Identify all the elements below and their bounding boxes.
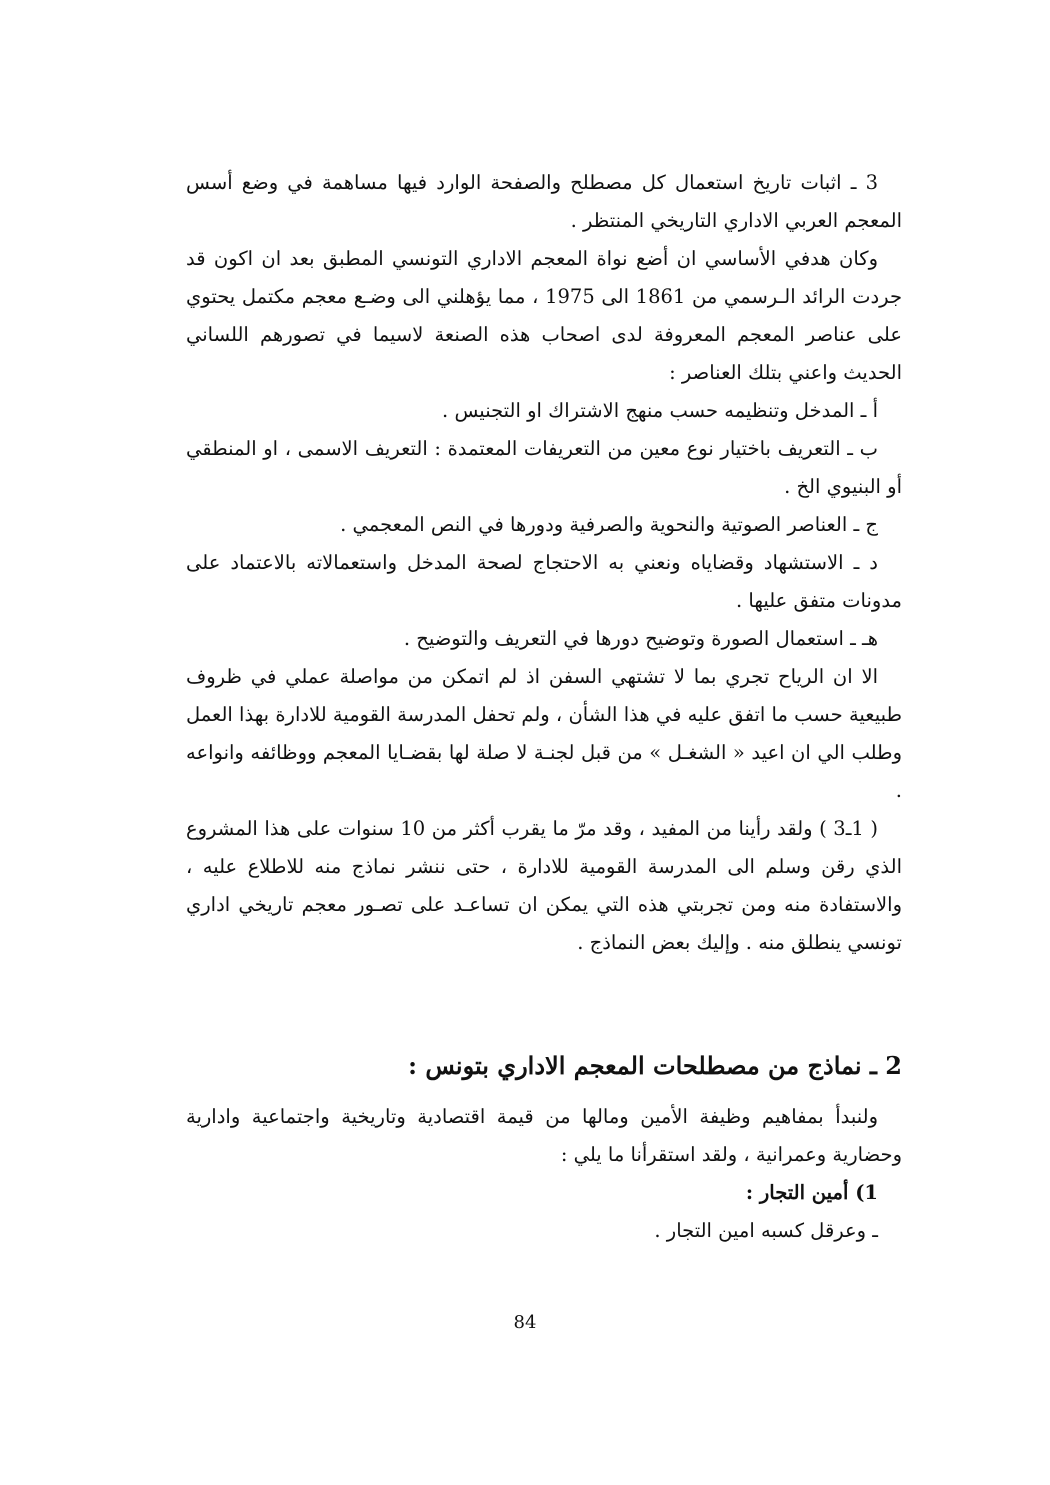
paragraph-1-3: ( 1ـ3 ) ولقد رأينا من المفيد ، وقد مرّ ما يقرب أكثر من 10 سنوات على هذا المشروع الذي رقن وسلم الى المدرسة القومية للادارة ، حتى ننشر نماذج منه للاطلاع عليه ، والاستفادة منه ومن تجربتي هذه التي يمكن ان تساعـد على تصـور معجم تاريخي اداري تونسي ينطلق منه . وإليك بعض النماذج . [186,817,902,954]
paragraph-winds: الا ان الرياح تجري بما لا تشتهي السفن اذ لم اتمكن من مواصلة عملي في ظروف طبيعية حسب ما اتفق عليه في هذا الشأن ، ولم تحفل المدرسة القومية للادارة بهذا العمل وطلب الي ان اعيد « الشغـل » من قبل لجنـة لا صلة لها بقضـايا المعجم ووظائفه وانواعه . [186,665,902,802]
page-number: 84 [513,1312,537,1333]
paragraph-objective: وكان هدفي الأساسي ان أضع نواة المعجم الاداري التونسي المطبق بعد ان اكون قد جردت الرائد الـرسمي من 1861 الى 1975 ، مما يؤهلني الى وضـع معجم مكتمل يحتوي على عناصر المعجم المعروفة لدى اصحاب هذه الصنعة لاسيما في تصورهم اللساني الحديث واعني بتلك العناصر : [186,247,902,384]
list-item-a: أ ـ المدخل وتنظيمه حسب منهج الاشتراك او التجنيس . [442,399,878,422]
body-text-bottom [186,1098,902,1250]
example-line: ـ وعرقل كسبه امين التجار . [654,1219,878,1242]
paragraph-amin: ولنبدأ بمفاهيم وظيفة الأمين ومالها من قيمة اقتصادية وتاريخية واجتماعية وادارية وحضارية وعمرانية ، ولقد استقرأنا ما يلي : [186,1105,902,1166]
body-text-top [186,164,902,962]
paragraph-item-3: 3 ـ اثبات تاريخ استعمال كل مصطلح والصفحة الوارد فيها مساهمة في وضع أسس المعجم العربي الاداري التاريخي المنتظر . [186,171,902,232]
list-item-b: ب ـ التعريف باختيار نوع معين من التعريفات المعتمدة : التعريف الاسمى ، او المنطقي أو البنيوي الخ . [186,437,902,498]
list-item-c: ج ـ العناصر الصوتية والنحوية والصرفية ودورها في النص المعجمي . [340,513,878,536]
list-item-d: د ـ الاستشهاد وقضاياه ونعني به الاحتجاج لصحة المدخل واستعمالاته بالاعتماد على مدونات متفق عليها . [186,551,902,612]
list-item-e: هـ ـ استعمال الصورة وتوضيح دورها في التعريف والتوضيح . [403,627,878,650]
sub-heading-amin-tujjar: 1) أمين التجار : [745,1181,878,1204]
section-heading: 2 ـ نماذج من مصطلحات المعجم الاداري بتونس : [408,1051,902,1080]
